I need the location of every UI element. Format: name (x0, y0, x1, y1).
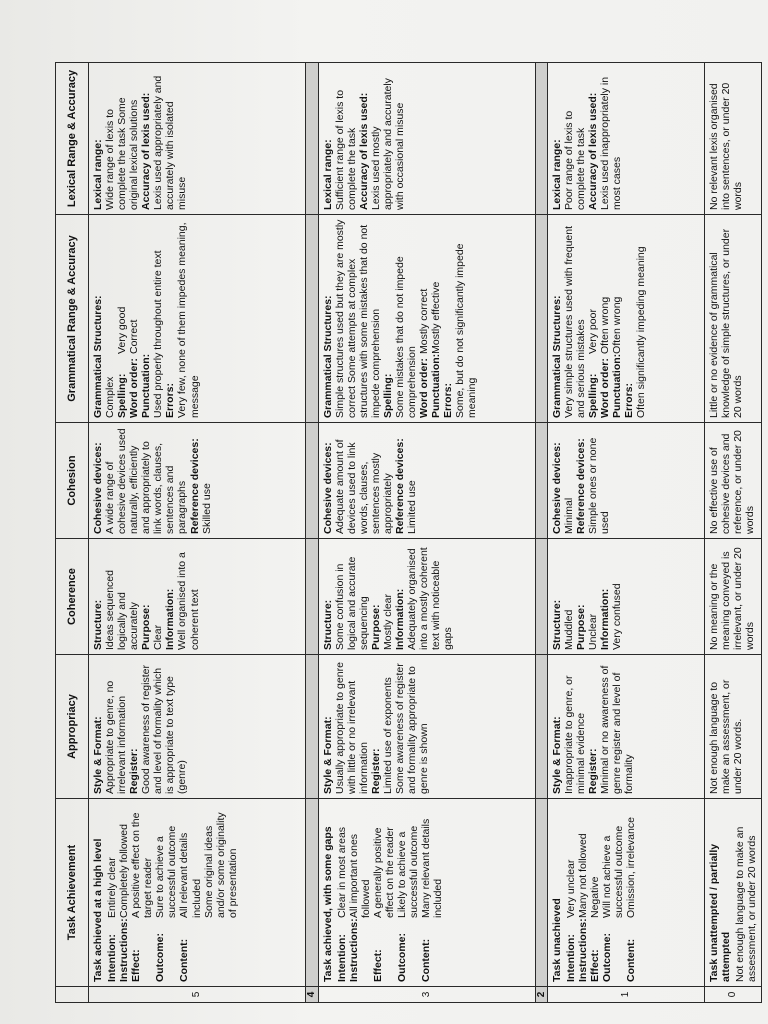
header-cohesion: Cohesion (56, 423, 89, 539)
appropriacy-cell: Style & Format: Usually appropriate to genre with little or no irrelevant information Register: Limited use of exponents Some awareness of register and formality appropriate to genre is shown (318, 655, 535, 799)
band-number: 1 (548, 987, 705, 1003)
band-number: 0 (705, 987, 762, 1003)
task-achievement-cell (548, 799, 705, 987)
band-number: 4 (306, 987, 319, 1003)
grammar-cell: Grammatical Structures: Simple structures used but they are mostly correct Some attempts at complex structures with some mistakes that do not impede comprehension Spelling: Some mistakes that do not impede comprehension Word order: Mostly correct Punctuation: Mostly effective Errors: Some, but do not significantly impede meaning (318, 215, 535, 423)
criterion-line: Intention: Very unclear (565, 859, 578, 982)
band-header (56, 987, 89, 1003)
task-achievement-cell (89, 799, 306, 987)
header-grammatical: Grammatical Range & Accuracy (56, 215, 89, 423)
lexical-cell: No relevant lexis organised into sentences, or under 20 words (705, 63, 762, 215)
cohesion-cell: No effective use of cohesive devices and reference, or under 20 words (705, 423, 762, 539)
criterion-line: Some original ideas and/or some originality of presentation (202, 812, 239, 918)
task-achievement-cell: Task unattempted / partially attempted Not enough language to make an assessment, or under 20 words (705, 799, 762, 987)
band-0-row (705, 63, 762, 1003)
criterion-line: Content: Many relevant details included (420, 818, 445, 982)
lexical-cell: Lexical range: Sufficient range of lexis to complete the task Accuracy of lexis used: Lexis used mostly appropriately and accurately with occasional misuse (318, 63, 535, 215)
lexical-cell: Lexical range: Poor range of lexis to complete the task Accuracy of lexis used: Lexis used inappropriately in most cases (548, 63, 705, 215)
appropriacy-cell: Not enough language to make an assessment, or under 20 words. (705, 655, 762, 799)
grammar-cell: Little or no evidence of grammatical knowledge of simple structures, or under 20 words (705, 215, 762, 423)
band-3-row (318, 63, 535, 1003)
band-number: 3 (318, 987, 535, 1003)
criterion-line: Instructions: All important ones followed (347, 833, 372, 982)
task-title: Task achieved at a high level (92, 838, 104, 982)
task-achievement-cell (318, 799, 535, 987)
grammar-cell: Grammatical Structures: Very simple structures used with frequent and serious mistakes Spelling: Very poor Word order: Often wrong Punctuation: Often wrong Errors: Often significantly impeding meaning (548, 215, 705, 423)
cohesion-cell: Cohesive devices: Minimal Reference devices: Simple ones or none used (548, 423, 705, 539)
criterion-line: Content: Omission, irrelevance (625, 817, 638, 982)
lexical-cell: Lexical range: Wide range of lexis to complete the task Some original lexical solutions Accuracy of lexis used: Lexis used appropriately and accurately with isolated misuse (89, 63, 306, 215)
criterion-line: Effect: A generally positive effect on the reader (371, 827, 396, 982)
header-row (56, 63, 89, 1003)
coherence-cell: No meaning or the meaning conveyed is irrelevant, or under 20 words (705, 539, 762, 655)
coherence-cell: Structure: Ideas sequenced logically and accurately Purpose: Clear Information: Well organised into a coherent text (89, 539, 306, 655)
assessment-rubric-table (55, 62, 762, 1003)
criterion-line: Content: All relevant details included (178, 832, 203, 982)
header-lexical: Lexical Range & Accuracy (56, 63, 89, 215)
criterion-line: Effect: Negative (589, 876, 602, 982)
band-number: 2 (535, 987, 548, 1003)
criterion-line: Outcome: Likely to achieve a successful outcome (395, 825, 420, 982)
header-task-achievement: Task Achievement (56, 799, 89, 987)
task-title: Task achieved, with some gaps (321, 826, 334, 982)
criterion-line: Intention: Clear in most areas (335, 826, 348, 982)
header-appropriacy: Appropriacy (56, 655, 89, 799)
rotated-rubric (55, 63, 759, 1003)
coherence-cell: Structure: Some confusion in logical and accurate sequencing Purpose: Mostly clear Information: Adequately organised into a mostly coherent text with noticeable gaps (318, 539, 535, 655)
criterion-line: Effect: A positive effect on the target reader (130, 812, 155, 982)
cohesion-cell: Cohesive devices: A wide range of cohesive devices used naturally, efficiently and appropriately to link words, clauses, sentences and paragraphs Reference devices: Skilled use (89, 423, 306, 539)
band-2-row (535, 63, 548, 1003)
header-coherence: Coherence (56, 539, 89, 655)
cohesion-cell: Cohesive devices: Adequate amount of devices used to link words, clauses, sentences mostly appropriately Reference devices: Limited use (318, 423, 535, 539)
task-title: Task unattempted / partially attempted (708, 843, 733, 982)
band-1-row (548, 63, 705, 1003)
task-title: Task unachieved (551, 898, 563, 982)
criterion-line: Instructions: Completely followed (118, 824, 131, 982)
appropriacy-cell: Style & Format: Appropriate to genre, no irrelevant information Register: Good awareness of register and level of formality which is appropriate to text type (genre) (89, 655, 306, 799)
band-number: 5 (89, 987, 306, 1003)
band-5-row (89, 63, 306, 1003)
appropriacy-cell: Style & Format: Inappropriate to genre, or minimal evidence Register: Minimal or no awareness of genre register and level of formality (548, 655, 705, 799)
coherence-cell: Structure: Muddled Purpose: Unclear Information: Very confused (548, 539, 705, 655)
criterion-line: Intention: Entirely clear (106, 857, 119, 982)
criterion-line: Instructions: Many not followed (577, 833, 590, 982)
band-4-row (306, 63, 319, 1003)
criterion-line: Outcome: Will not achieve a successful outcome (601, 825, 626, 982)
criterion-line: Outcome: Sure to achieve a successful outcome (154, 825, 179, 982)
grammar-cell: Grammatical Structures: Complex Spelling: Very good Word order: Correct Punctuation: Used properly throughout entire text Errors: Very few, none of them impedes meaning, message (89, 215, 306, 423)
